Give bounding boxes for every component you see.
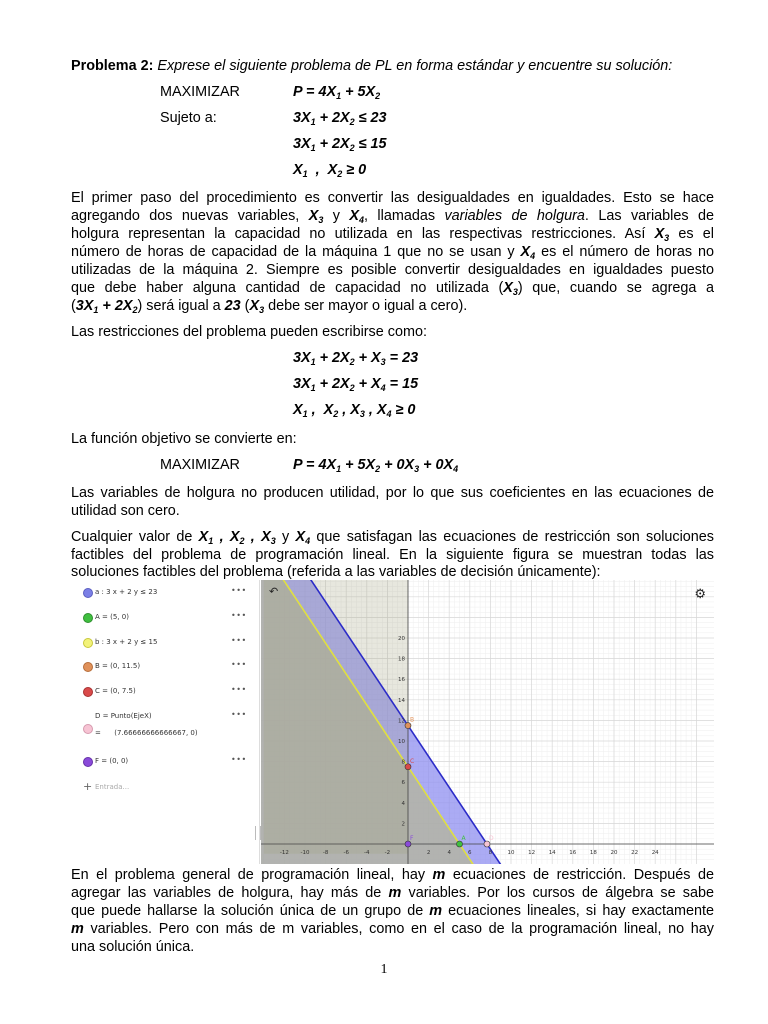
y-tick-label: 8	[401, 759, 405, 766]
x-tick-label: 6	[468, 850, 472, 856]
constraint-1: $3X_1 + 2X_2 \le 23$	[293, 110, 387, 127]
objective-function-std: $P = 4X_1 + 5X_2 + 0X_3 + 0X_4$	[293, 457, 459, 474]
para4-line1: Las variables de holgura no producen utilidad, por lo que sus coeficientes en las ecuaciones de	[71, 485, 714, 501]
std-eq-1: $3X_1 + 2X_2 + X_3 = 23$	[293, 350, 419, 367]
algebra-view: a : 3 x + 2 y ≤ 23 ••• A = (5, 0) ••• b : 3 x + 2 y ≤ 15 ••• B = (0, 11.5) ••• C = (0, 7.5) ••• D = Punto(EjeX) ••• = (7.66666666666667, 0) F = (0, 0) ••• + Entrada...	[71, 580, 260, 864]
para1-line7: $(3X_1 + 2X_2)$ será igual a 23 ($X_3$ debe ser mayor o igual a cero).	[71, 298, 468, 315]
para6-line4: m variables. Pero con más de m variables, como en el caso de la programación lineal, no hay	[71, 921, 714, 937]
algebra-item-D-value: = (7.66666666666667, 0)	[95, 729, 198, 737]
x-tick-label: 18	[589, 850, 597, 856]
x-tick-label: 2	[426, 850, 431, 856]
y-tick-label: 12	[398, 718, 405, 725]
more-menu-icon[interactable]: •••	[231, 636, 247, 645]
color-dot-icon[interactable]	[83, 687, 93, 697]
maximize-label: MAXIMIZAR	[160, 84, 240, 100]
y-tick-label: 2	[401, 821, 405, 828]
point-label-C: C	[410, 757, 415, 765]
graph-canvas[interactable]	[261, 580, 714, 864]
para3: La función objetivo se convierte en:	[71, 431, 297, 447]
para6-line3: que puede hallarse la solución única de un grupo de m ecuaciones lineales, si hay exactamente	[71, 903, 714, 919]
y-tick-label: 10	[398, 739, 405, 745]
para1-line2: agregando dos nuevas variables, $X_3$ y $X_4$, llamadas variables de holgura. Las variables de	[71, 208, 714, 225]
para1-line1: El primer paso del procedimiento es convertir las desigualdades en igualdades. Esto se hace	[71, 190, 714, 206]
std-eq-nonneg: $X_1$ , $X_2$ , $X_3$ , $X_4 \ge 0$	[293, 402, 416, 419]
graphics-view[interactable]	[261, 580, 714, 864]
problem-label: Problema 2:	[71, 58, 154, 74]
constraint-nonneg: $X_1$ , $X_2 \ge 0$	[293, 162, 367, 179]
x-tick-label: -2	[384, 850, 391, 856]
y-tick-label: 4	[401, 800, 405, 807]
plus-icon[interactable]: +	[83, 780, 93, 793]
problem-statement: Exprese el siguiente problema de PL en forma estándar y encuentre su solución:	[157, 58, 673, 74]
page-number: 1	[380, 962, 388, 977]
para1-line6: que debe haber alguna cantidad de capacidad no utilizada $(X_3)$ que, cuando se agrega a	[71, 280, 714, 297]
std-eq-2: $3X_1 + 2X_2 + X_4 = 15$	[293, 376, 419, 393]
undo-icon[interactable]: ↶	[269, 586, 279, 598]
constraint-2: $3X_1 + 2X_2 \le 15$	[293, 136, 387, 153]
y-tick-label: 6	[401, 780, 405, 787]
x-tick-label: -6	[343, 850, 349, 856]
objective-function: $P = 4X_1 + 5X_2$	[293, 84, 381, 101]
para1-line3: holgura representan la capacidad no utilizada en las respectivas restricciones. Así $X_3$ es el	[71, 226, 714, 243]
color-dot-icon[interactable]	[83, 724, 93, 734]
y-tick-label: 14	[398, 697, 405, 704]
problem-heading	[71, 57, 672, 75]
more-menu-icon[interactable]: •••	[231, 710, 247, 719]
para2: Las restricciones del problema pueden escribirse como:	[71, 324, 427, 340]
para5-line2: factibles del problema de programación lineal. En la siguiente figura se muestran todas las	[71, 547, 714, 563]
x-tick-label: 8	[488, 850, 493, 856]
color-dot-icon[interactable]	[83, 638, 93, 648]
point-label-A: A	[461, 835, 466, 842]
x-tick-label: 16	[569, 850, 577, 856]
x-tick-label: -8	[322, 850, 329, 856]
y-tick-label: 18	[398, 656, 405, 663]
para1-line5: utilizadas de la máquina 2. Siempre es posible convertir desigualdades en igualdades puesto	[71, 262, 714, 278]
more-menu-icon[interactable]: •••	[231, 611, 247, 620]
x-tick-label: 12	[528, 850, 536, 856]
subject-label: Sujeto a:	[160, 110, 217, 126]
color-dot-icon[interactable]	[83, 757, 93, 767]
more-menu-icon[interactable]: •••	[231, 660, 247, 669]
more-menu-icon[interactable]: •••	[231, 586, 247, 595]
x-tick-label: 14	[548, 850, 556, 856]
geogebra-figure	[71, 580, 714, 864]
color-dot-icon[interactable]	[83, 613, 93, 623]
point-label-B: B	[410, 716, 415, 724]
gear-icon[interactable]: ⚙	[694, 586, 706, 601]
overlay-shade	[264, 580, 408, 854]
x-tick-label: 24	[651, 850, 659, 856]
para5-line3: soluciones factibles del problema (referida a las variables de decisión únicamente):	[71, 564, 601, 580]
x-tick-label: 20	[610, 850, 618, 856]
maximize-label-2: MAXIMIZAR	[160, 457, 240, 473]
x-tick-label: 4	[447, 850, 451, 856]
x-tick-label: 22	[631, 850, 639, 856]
point-label-D: D	[488, 835, 494, 842]
x-tick-label: -10	[300, 850, 310, 856]
x-tick-label: -12	[279, 850, 289, 856]
para1-line4: número de horas de capacidad de la máquina 1 que no se usan y $X_4$ es el número de horas no	[71, 244, 714, 261]
more-menu-icon[interactable]: •••	[231, 685, 247, 694]
y-tick-label: 16	[398, 677, 405, 684]
color-dot-icon[interactable]	[83, 588, 93, 598]
para4-line2: utilidad son cero.	[71, 503, 180, 519]
para6-line1: En el problema general de programación lineal, hay m ecuaciones de restricción. Después de	[71, 867, 714, 883]
para6-line2: agregar las variables de holgura, hay más de m variables. Por los cursos de álgebra se sabe	[71, 885, 715, 901]
color-dot-icon[interactable]	[83, 662, 93, 672]
para5-line1: Cualquier valor de $X_1$ , $X_2$ , $X_3$ y $X_4$ que satisfagan las ecuaciones de restricción son soluciones	[71, 529, 715, 546]
x-tick-label: -4	[364, 850, 370, 856]
para6-line5: una solución única.	[71, 939, 195, 955]
y-tick-label: 20	[398, 636, 405, 642]
x-tick-label: 10	[507, 850, 515, 856]
point-label-F: F	[410, 835, 414, 842]
more-menu-icon[interactable]: •••	[231, 755, 247, 764]
